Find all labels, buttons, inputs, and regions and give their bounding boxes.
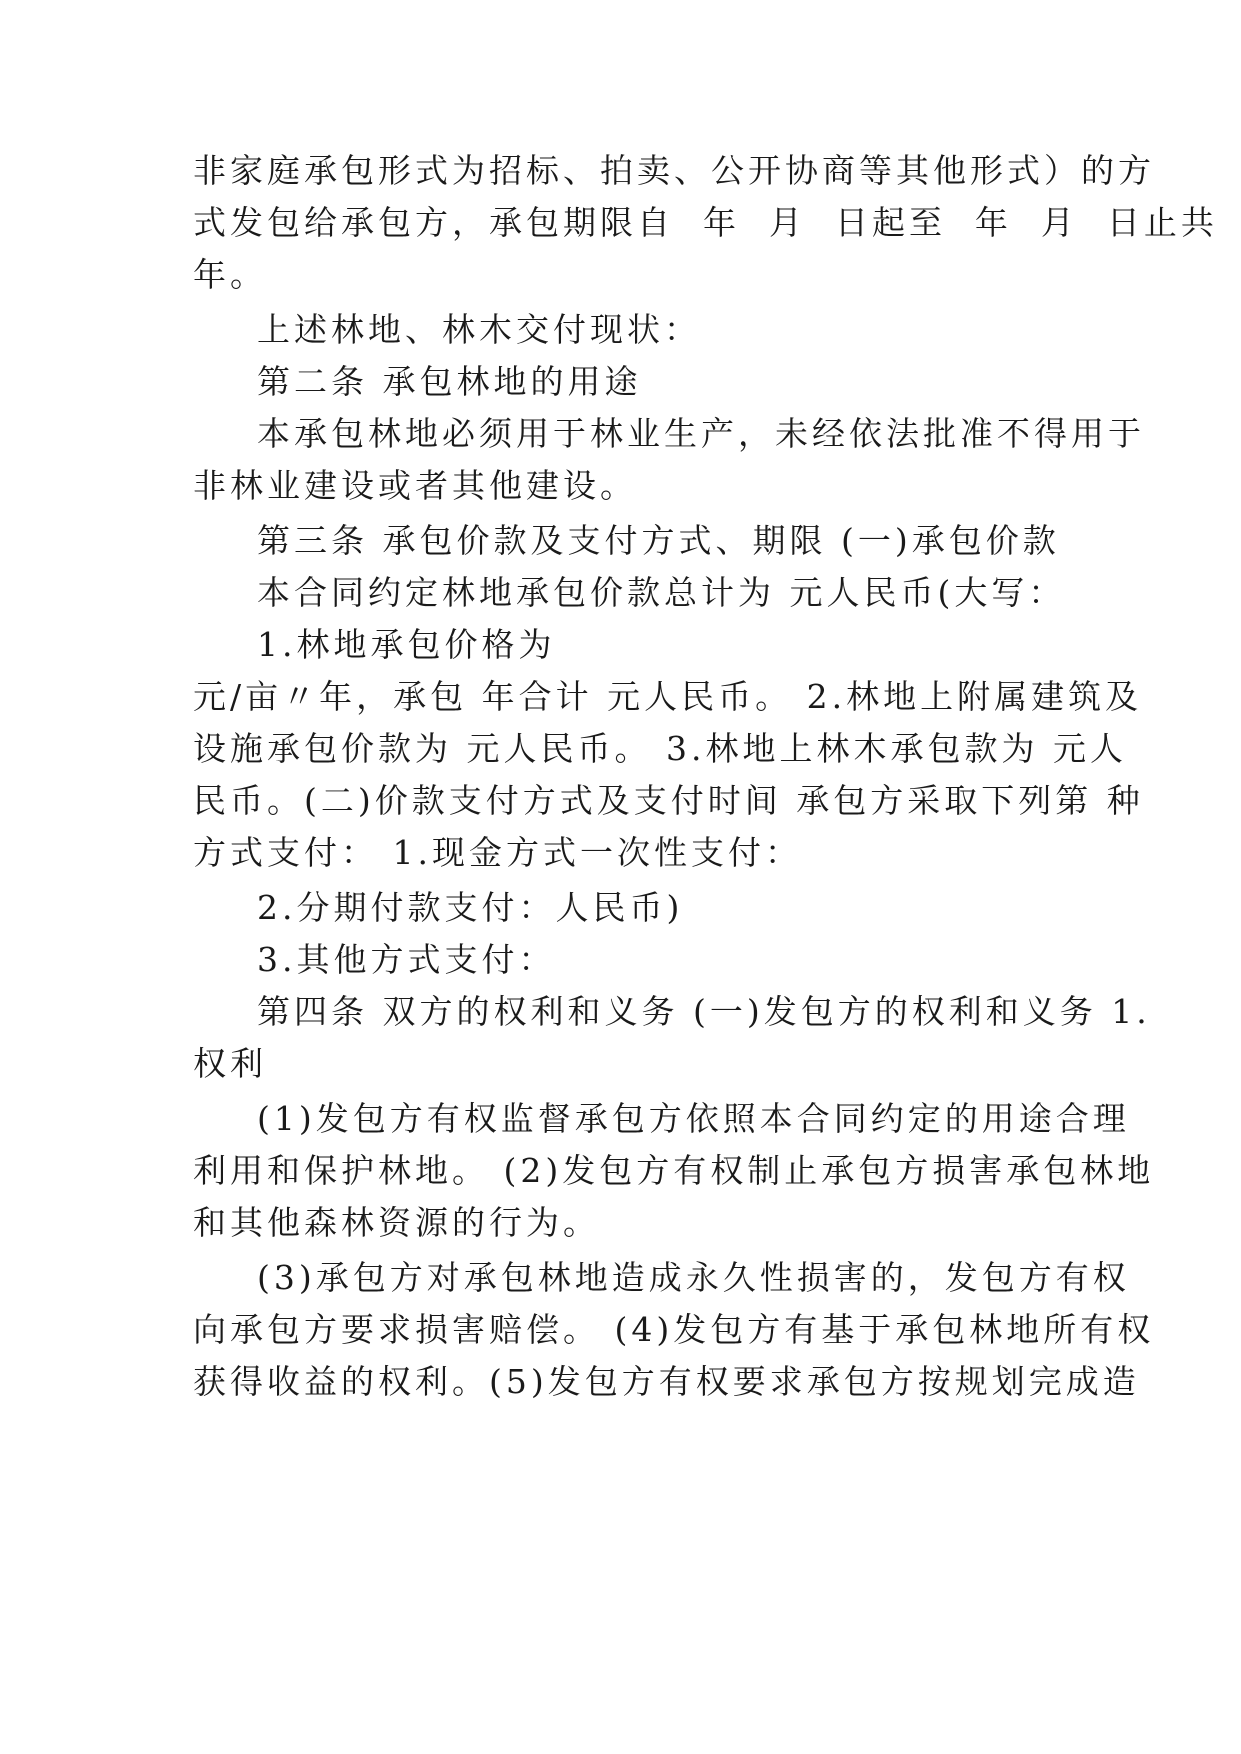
section-heading: 第二条 承包林地的用途 (257, 362, 642, 401)
text-line: 权利 (193, 1044, 267, 1083)
section-heading: 第三条 承包价款及支付方式、期限 (一)承包价款 (257, 521, 1060, 560)
text-line: 3.其他方式支付： (257, 940, 556, 979)
text-line: 非家庭承包形式为招标、拍卖、公开协商等其他形式）的方 (193, 151, 1155, 190)
text-line: 和其他森林资源的行为。 (193, 1203, 600, 1242)
text-line: 上述林地、林木交付现状： (257, 310, 701, 349)
text-line: 1.林地承包价格为 (257, 625, 556, 664)
text-line: 2.分期付款支付：人民币) (257, 888, 684, 927)
text-line: 元/亩〃年，承包 年合计 元人民币。 2.林地上附属建筑及 (193, 677, 1143, 716)
text-line: 民币。(二)价款支付方式及支付时间 承包方采取下列第 种 (193, 781, 1144, 820)
text-line: 本承包林地必须用于林业生产，未经依法批准不得用于 (257, 414, 1145, 453)
text-line: 利用和保护林地。 (2)发包方有权制止承包方损害承包林地 (193, 1151, 1155, 1190)
text-line: 非林业建设或者其他建设。 (193, 466, 637, 505)
section-heading: 第四条 双方的权利和义务 (一)发包方的权利和义务 1. (257, 992, 1151, 1031)
text-line: 方式支付： 1.现金方式一次性支付： (193, 833, 802, 872)
text-line: 向承包方要求损害赔偿。 (4)发包方有基于承包林地所有权 (193, 1310, 1155, 1349)
text-line: (3)承包方对承包林地造成永久性损害的，发包方有权 (257, 1258, 1130, 1297)
text-line: 获得收益的权利。(5)发包方有权要求承包方按规划完成造 (193, 1362, 1140, 1401)
text-line: 本合同约定林地承包价款总计为 元人民币(大写： (257, 573, 1066, 612)
text-line: 年。 (193, 255, 267, 294)
text-line: (1)发包方有权监督承包方依照本合同约定的用途合理 (257, 1099, 1130, 1138)
text-line: 设施承包价款为 元人民币。 3.林地上林木承包款为 元人 (193, 729, 1127, 768)
text-line: 式发包给承包方，承包期限自 年 月 日起至 年 月 日止共 (193, 203, 1218, 242)
